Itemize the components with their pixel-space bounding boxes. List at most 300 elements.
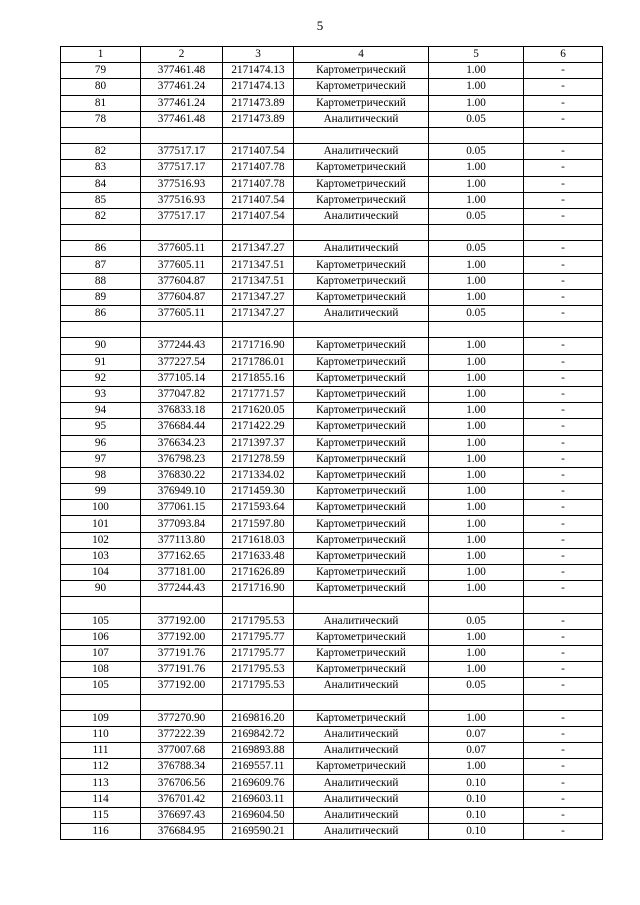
- table-cell: 1.00: [429, 95, 524, 111]
- table-row: [61, 500, 603, 516]
- table-row: [61, 484, 603, 500]
- table-cell: [141, 225, 223, 241]
- table-cell: Картометрический: [294, 63, 429, 79]
- table-cell: Картометрический: [294, 500, 429, 516]
- table-cell: -: [524, 95, 603, 111]
- table-cell: [294, 127, 429, 143]
- table-cell: 377162.65: [141, 548, 223, 564]
- table-cell: 2171795.77: [223, 645, 294, 661]
- table-cell: 2171474.13: [223, 63, 294, 79]
- table-cell: [223, 322, 294, 338]
- table-cell: 1.00: [429, 565, 524, 581]
- table-cell: 1.00: [429, 629, 524, 645]
- table-cell: Аналитический: [294, 791, 429, 807]
- table-cell: 98: [61, 467, 141, 483]
- table-row: [61, 257, 603, 273]
- table-cell: 95: [61, 419, 141, 435]
- table-cell: 82: [61, 208, 141, 224]
- header-cell: 2: [141, 47, 223, 63]
- table-cell: 116: [61, 824, 141, 840]
- table-cell: Картометрический: [294, 370, 429, 386]
- table-cell: Картометрический: [294, 338, 429, 354]
- table-cell: -: [524, 192, 603, 208]
- table-row: [61, 532, 603, 548]
- table-cell: Аналитический: [294, 208, 429, 224]
- table-cell: Картометрический: [294, 629, 429, 645]
- table-cell: 2171795.77: [223, 629, 294, 645]
- header-row: [61, 47, 603, 63]
- table-row: [61, 111, 603, 127]
- table-cell: Картометрический: [294, 403, 429, 419]
- table-cell: 94: [61, 403, 141, 419]
- table-cell: 1.00: [429, 257, 524, 273]
- table-cell: 377093.84: [141, 516, 223, 532]
- table-cell: 2171855.16: [223, 370, 294, 386]
- table-cell: 2171795.53: [223, 613, 294, 629]
- table-cell: 1.00: [429, 500, 524, 516]
- header-cell: 6: [524, 47, 603, 63]
- table-row: [61, 338, 603, 354]
- table-cell: -: [524, 257, 603, 273]
- table-cell: Картометрический: [294, 176, 429, 192]
- table-cell: Картометрический: [294, 516, 429, 532]
- table-cell: 376706.56: [141, 775, 223, 791]
- table-cell: [429, 694, 524, 710]
- table-cell: Картометрический: [294, 289, 429, 305]
- table-row: [61, 208, 603, 224]
- table-body: [61, 63, 603, 840]
- table-cell: Картометрический: [294, 581, 429, 597]
- table-cell: 2169842.72: [223, 726, 294, 742]
- table-cell: Картометрический: [294, 451, 429, 467]
- table-row: [61, 613, 603, 629]
- table-cell: 377105.14: [141, 370, 223, 386]
- table-row: [61, 710, 603, 726]
- table-cell: Картометрический: [294, 419, 429, 435]
- table-row: [61, 386, 603, 402]
- table-cell: 1.00: [429, 176, 524, 192]
- table-cell: 1.00: [429, 710, 524, 726]
- table-cell: 377605.11: [141, 257, 223, 273]
- table-cell: -: [524, 662, 603, 678]
- table-row-empty: [61, 597, 603, 613]
- table-cell: 1.00: [429, 338, 524, 354]
- table-cell: 376830.22: [141, 467, 223, 483]
- table-cell: 377517.17: [141, 144, 223, 160]
- table-row: [61, 370, 603, 386]
- table-cell: [524, 322, 603, 338]
- table-cell: 0.07: [429, 743, 524, 759]
- table-cell: 377181.00: [141, 565, 223, 581]
- table-cell: -: [524, 403, 603, 419]
- table-cell: Картометрический: [294, 467, 429, 483]
- table-cell: Картометрический: [294, 273, 429, 289]
- table-cell: 2169609.76: [223, 775, 294, 791]
- table-cell: 1.00: [429, 532, 524, 548]
- table-row: [61, 160, 603, 176]
- table-cell: Аналитический: [294, 613, 429, 629]
- table-cell: 0.07: [429, 726, 524, 742]
- table-cell: 2171407.54: [223, 192, 294, 208]
- table-cell: 1.00: [429, 192, 524, 208]
- table-cell: 83: [61, 160, 141, 176]
- table-cell: 2169603.11: [223, 791, 294, 807]
- table-row: [61, 743, 603, 759]
- table-cell: [141, 597, 223, 613]
- table-cell: -: [524, 435, 603, 451]
- table-cell: [429, 597, 524, 613]
- table-cell: Картометрический: [294, 79, 429, 95]
- header-cell: 4: [294, 47, 429, 63]
- table-cell: 1.00: [429, 451, 524, 467]
- table-cell: -: [524, 79, 603, 95]
- table-cell: 376798.23: [141, 451, 223, 467]
- table-cell: 1.00: [429, 581, 524, 597]
- table-cell: 101: [61, 516, 141, 532]
- table-cell: 0.10: [429, 824, 524, 840]
- table-cell: 377517.17: [141, 160, 223, 176]
- table-row: [61, 678, 603, 694]
- table-cell: -: [524, 144, 603, 160]
- table-cell: 0.05: [429, 111, 524, 127]
- table-cell: 0.05: [429, 306, 524, 322]
- table-row: [61, 289, 603, 305]
- table-cell: 377461.24: [141, 79, 223, 95]
- table-cell: [524, 225, 603, 241]
- table-cell: Картометрический: [294, 160, 429, 176]
- table-cell: Картометрический: [294, 662, 429, 678]
- table-cell: 377061.15: [141, 500, 223, 516]
- table-cell: 377047.82: [141, 386, 223, 402]
- table-cell: -: [524, 500, 603, 516]
- table-cell: 112: [61, 759, 141, 775]
- table-cell: 2171347.51: [223, 257, 294, 273]
- table-cell: 0.10: [429, 791, 524, 807]
- table-cell: 2171795.53: [223, 662, 294, 678]
- table-cell: 2171716.90: [223, 338, 294, 354]
- table-cell: -: [524, 516, 603, 532]
- table-cell: 103: [61, 548, 141, 564]
- table-cell: [223, 694, 294, 710]
- table-cell: 1.00: [429, 759, 524, 775]
- table-row: [61, 516, 603, 532]
- table-row: [61, 273, 603, 289]
- table-cell: 377516.93: [141, 176, 223, 192]
- table-cell: Аналитический: [294, 775, 429, 791]
- table-cell: [294, 597, 429, 613]
- table-cell: Картометрический: [294, 95, 429, 111]
- table-header: [61, 47, 603, 63]
- table-cell: 2171278.59: [223, 451, 294, 467]
- table-cell: 115: [61, 807, 141, 823]
- table-cell: -: [524, 645, 603, 661]
- table-cell: [294, 694, 429, 710]
- table-cell: 1.00: [429, 160, 524, 176]
- table-cell: -: [524, 743, 603, 759]
- table-cell: 88: [61, 273, 141, 289]
- table-cell: Аналитический: [294, 144, 429, 160]
- table-cell: 2171347.27: [223, 241, 294, 257]
- table-row: [61, 192, 603, 208]
- table-cell: [524, 694, 603, 710]
- table-cell: [524, 597, 603, 613]
- table-row: [61, 791, 603, 807]
- table-cell: 377461.48: [141, 63, 223, 79]
- table-row-empty: [61, 694, 603, 710]
- table-cell: 2171334.02: [223, 467, 294, 483]
- table-cell: [429, 322, 524, 338]
- table-cell: 0.05: [429, 613, 524, 629]
- table-cell: [141, 322, 223, 338]
- table-cell: 377605.11: [141, 241, 223, 257]
- table-cell: 2169816.20: [223, 710, 294, 726]
- table-cell: 80: [61, 79, 141, 95]
- table-cell: Картометрический: [294, 759, 429, 775]
- table-row: [61, 95, 603, 111]
- table-cell: Аналитический: [294, 111, 429, 127]
- table-cell: 2171633.48: [223, 548, 294, 564]
- table-cell: Картометрический: [294, 484, 429, 500]
- header-cell: 3: [223, 47, 294, 63]
- table-row-empty: [61, 127, 603, 143]
- table-cell: 79: [61, 63, 141, 79]
- table-row: [61, 662, 603, 678]
- table-row: [61, 726, 603, 742]
- table-cell: -: [524, 419, 603, 435]
- table-cell: 376833.18: [141, 403, 223, 419]
- table-cell: 377517.17: [141, 208, 223, 224]
- table-cell: 1.00: [429, 273, 524, 289]
- table-cell: Картометрический: [294, 645, 429, 661]
- table-cell: 377461.24: [141, 95, 223, 111]
- table-cell: [524, 127, 603, 143]
- table-cell: 104: [61, 565, 141, 581]
- table-cell: -: [524, 807, 603, 823]
- table-cell: 377270.90: [141, 710, 223, 726]
- table-cell: Аналитический: [294, 726, 429, 742]
- table-cell: 2171593.64: [223, 500, 294, 516]
- table-row: [61, 759, 603, 775]
- table-cell: -: [524, 548, 603, 564]
- table-cell: 2171771.57: [223, 386, 294, 402]
- table-cell: 2171474.13: [223, 79, 294, 95]
- table-cell: [141, 694, 223, 710]
- table-cell: 0.05: [429, 144, 524, 160]
- table-cell: 97: [61, 451, 141, 467]
- table-cell: Картометрический: [294, 565, 429, 581]
- table-cell: -: [524, 306, 603, 322]
- table-cell: 377192.00: [141, 629, 223, 645]
- table-cell: 376684.44: [141, 419, 223, 435]
- table-cell: 377007.68: [141, 743, 223, 759]
- table-cell: 2171407.54: [223, 144, 294, 160]
- table-cell: -: [524, 370, 603, 386]
- table-cell: Картометрический: [294, 257, 429, 273]
- table-cell: 2169604.50: [223, 807, 294, 823]
- table-cell: Картометрический: [294, 354, 429, 370]
- table-cell: 0.05: [429, 241, 524, 257]
- table-cell: -: [524, 710, 603, 726]
- table-row-empty: [61, 322, 603, 338]
- table-cell: 2171397.37: [223, 435, 294, 451]
- table-cell: 109: [61, 710, 141, 726]
- table-row: [61, 548, 603, 564]
- table-cell: -: [524, 775, 603, 791]
- table-cell: 377222.39: [141, 726, 223, 742]
- table-cell: 2171620.05: [223, 403, 294, 419]
- table-cell: 1.00: [429, 403, 524, 419]
- table-cell: 90: [61, 338, 141, 354]
- table-cell: 92: [61, 370, 141, 386]
- table-cell: 0.10: [429, 807, 524, 823]
- table-cell: 376684.95: [141, 824, 223, 840]
- table-row: [61, 144, 603, 160]
- table-cell: [429, 127, 524, 143]
- table-cell: 82: [61, 144, 141, 160]
- table-cell: Аналитический: [294, 743, 429, 759]
- table-cell: 2171786.01: [223, 354, 294, 370]
- table-cell: 2169893.88: [223, 743, 294, 759]
- table-cell: 2171716.90: [223, 581, 294, 597]
- table-row: [61, 79, 603, 95]
- table-cell: 2171407.54: [223, 208, 294, 224]
- table-cell: [61, 597, 141, 613]
- table-cell: -: [524, 791, 603, 807]
- table-cell: 1.00: [429, 370, 524, 386]
- table-cell: Картометрический: [294, 710, 429, 726]
- table-cell: 2171618.03: [223, 532, 294, 548]
- table-row: [61, 581, 603, 597]
- table-cell: 93: [61, 386, 141, 402]
- table-cell: 2171597.80: [223, 516, 294, 532]
- table-cell: -: [524, 354, 603, 370]
- table-cell: -: [524, 111, 603, 127]
- table-row: [61, 645, 603, 661]
- table-row: [61, 419, 603, 435]
- table-cell: -: [524, 678, 603, 694]
- table-cell: 1.00: [429, 289, 524, 305]
- table-cell: 0.10: [429, 775, 524, 791]
- table-cell: Аналитический: [294, 306, 429, 322]
- table-row: [61, 824, 603, 840]
- table-cell: 377244.43: [141, 581, 223, 597]
- table-cell: 1.00: [429, 484, 524, 500]
- table-cell: 1.00: [429, 516, 524, 532]
- table-cell: -: [524, 484, 603, 500]
- table-cell: 111: [61, 743, 141, 759]
- table-cell: Картометрический: [294, 532, 429, 548]
- table-row: [61, 435, 603, 451]
- table-cell: 376701.42: [141, 791, 223, 807]
- table-cell: 86: [61, 306, 141, 322]
- table-cell: -: [524, 176, 603, 192]
- table-row: [61, 451, 603, 467]
- coordinates-table: [60, 46, 603, 840]
- table-cell: -: [524, 532, 603, 548]
- table-cell: 105: [61, 613, 141, 629]
- table-cell: 1.00: [429, 662, 524, 678]
- table-cell: -: [524, 289, 603, 305]
- table-cell: Аналитический: [294, 678, 429, 694]
- table-cell: 2169557.11: [223, 759, 294, 775]
- table-cell: 1.00: [429, 63, 524, 79]
- table-cell: 2171626.89: [223, 565, 294, 581]
- table-cell: 2171459.30: [223, 484, 294, 500]
- table-cell: 1.00: [429, 435, 524, 451]
- table-cell: 1.00: [429, 548, 524, 564]
- table-cell: 113: [61, 775, 141, 791]
- table-cell: 377191.76: [141, 645, 223, 661]
- table-cell: -: [524, 824, 603, 840]
- table-cell: 377516.93: [141, 192, 223, 208]
- table-cell: [294, 225, 429, 241]
- table-cell: 0.05: [429, 678, 524, 694]
- table-cell: 2171473.89: [223, 111, 294, 127]
- table-cell: [294, 322, 429, 338]
- header-cell: 5: [429, 47, 524, 63]
- table-cell: 90: [61, 581, 141, 597]
- table-row: [61, 467, 603, 483]
- table-row: [61, 176, 603, 192]
- table-cell: 377604.87: [141, 289, 223, 305]
- table-cell: -: [524, 273, 603, 289]
- table-cell: 87: [61, 257, 141, 273]
- table-cell: 377244.43: [141, 338, 223, 354]
- table-row: [61, 306, 603, 322]
- table-cell: -: [524, 565, 603, 581]
- table-cell: -: [524, 451, 603, 467]
- table-cell: 100: [61, 500, 141, 516]
- table-cell: 114: [61, 791, 141, 807]
- table-cell: [223, 225, 294, 241]
- table-cell: 2171473.89: [223, 95, 294, 111]
- table-cell: [61, 322, 141, 338]
- table-cell: 377192.00: [141, 678, 223, 694]
- table-cell: 107: [61, 645, 141, 661]
- table-cell: [61, 127, 141, 143]
- table-cell: 377605.11: [141, 306, 223, 322]
- table-cell: Картометрический: [294, 435, 429, 451]
- table-cell: 1.00: [429, 354, 524, 370]
- table-cell: -: [524, 208, 603, 224]
- table-cell: -: [524, 581, 603, 597]
- table-cell: Аналитический: [294, 807, 429, 823]
- table-cell: [223, 597, 294, 613]
- table-cell: 2171422.29: [223, 419, 294, 435]
- table-cell: 1.00: [429, 645, 524, 661]
- table-cell: 84: [61, 176, 141, 192]
- table-cell: Картометрический: [294, 386, 429, 402]
- table-cell: 105: [61, 678, 141, 694]
- table-cell: 376697.43: [141, 807, 223, 823]
- table-cell: Картометрический: [294, 548, 429, 564]
- table-cell: 2171347.27: [223, 289, 294, 305]
- table-cell: -: [524, 386, 603, 402]
- table-cell: 0.05: [429, 208, 524, 224]
- table-cell: 86: [61, 241, 141, 257]
- table-cell: 377113.80: [141, 532, 223, 548]
- table-cell: Аналитический: [294, 824, 429, 840]
- table-cell: 377227.54: [141, 354, 223, 370]
- table-cell: 108: [61, 662, 141, 678]
- table-row: [61, 403, 603, 419]
- table-cell: -: [524, 759, 603, 775]
- table-cell: Аналитический: [294, 241, 429, 257]
- table-cell: 85: [61, 192, 141, 208]
- table-cell: 89: [61, 289, 141, 305]
- table-cell: 1.00: [429, 386, 524, 402]
- table-row: [61, 775, 603, 791]
